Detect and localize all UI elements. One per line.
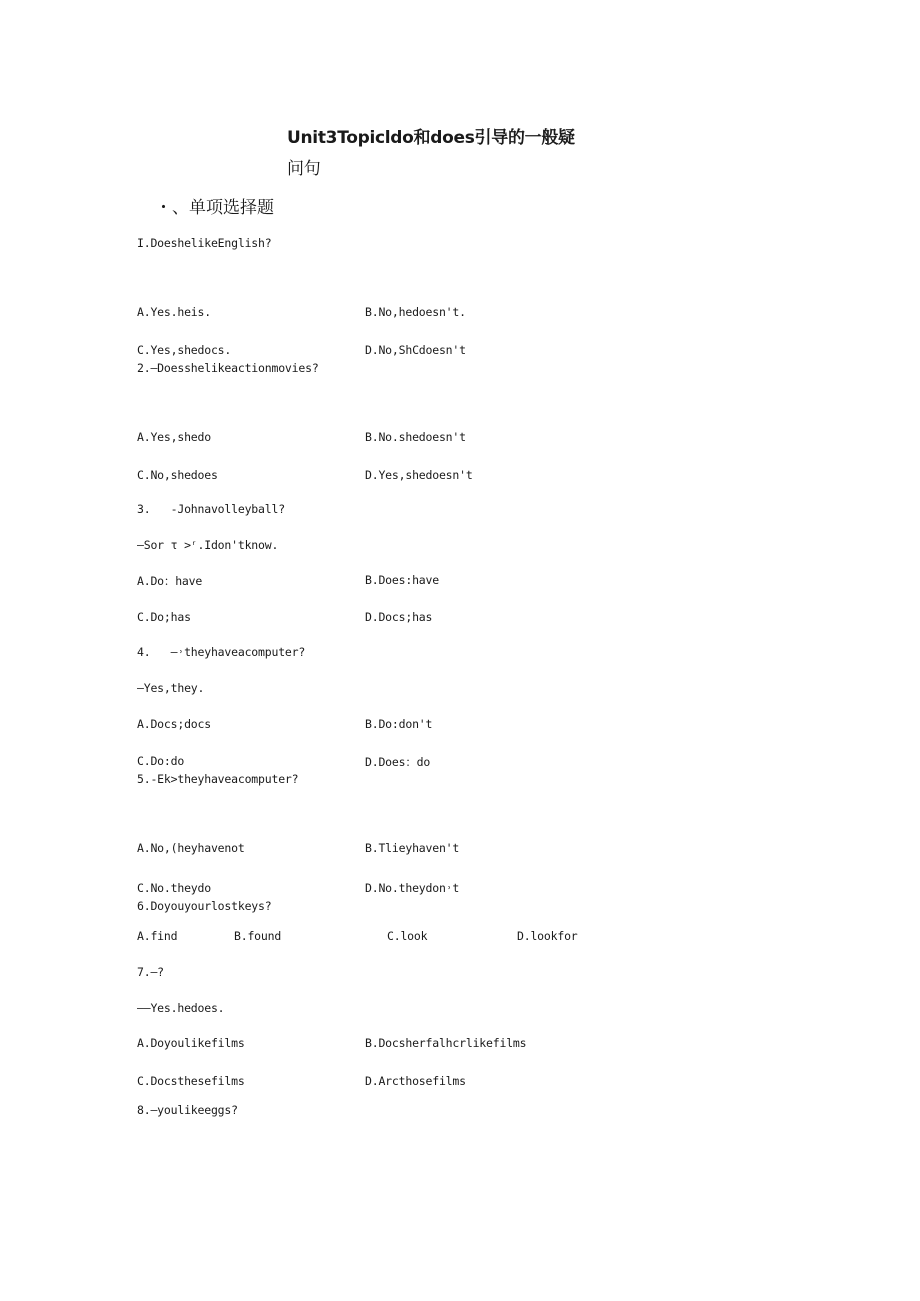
question-3-option-a: A.Do：have: [137, 574, 203, 588]
question-3-stem: 3. -Johnavolleyball?: [137, 502, 285, 516]
question-3-option-c: C.Do;has: [137, 610, 191, 624]
question-7-option-c: C.Docsthesefilms: [137, 1074, 245, 1088]
question-6-stem: 6.Doyouyourlostkeys?: [137, 899, 272, 913]
question-4-option-a: A.Docs;docs: [137, 717, 211, 731]
question-5-option-a: A.No,(heyhavenot: [137, 841, 245, 855]
question-7-option-b: B.Docsherfalhcrlikefilms: [365, 1036, 527, 1050]
question-2-stem: 2.—Doesshelikeactionmovies?: [137, 361, 319, 375]
question-2-option-a: A.Yes,shedo: [137, 430, 211, 444]
question-1-option-a: A.Yes.heis.: [137, 305, 211, 319]
question-6-option-a: A.find: [137, 929, 178, 943]
title-line-1: Unit3Topicldo和does引导的一般疑: [287, 128, 575, 148]
document-title: [287, 123, 587, 185]
question-4-stem: 4. —˒theyhaveacomputer?: [137, 645, 306, 659]
question-7-option-a: A.Doyoulikefilms: [137, 1036, 245, 1050]
question-2-option-c: C.No,shedoes: [137, 468, 218, 482]
question-6-option-c: C.look: [387, 929, 428, 943]
question-3-option-b: B.Does:have: [365, 573, 439, 587]
question-5-option-d: D.No.theydon˒t: [365, 881, 460, 895]
question-3-option-d: D.Docs;has: [365, 610, 433, 624]
title-line-2: 问句: [287, 159, 321, 179]
question-8-stem: 8.—youlikeeggs?: [137, 1103, 238, 1117]
question-4-option-b: B.Do:don't: [365, 717, 433, 731]
question-1-option-c: C.Yes,shedocs.: [137, 343, 232, 357]
question-6-option-d: D.lookfor: [517, 929, 578, 943]
question-1-option-b: B.No,hedoesn't.: [365, 305, 466, 319]
question-5-option-b: B.Tlieyhaven't: [365, 841, 460, 855]
question-4-reply: —Yes,they.: [137, 681, 205, 695]
question-7-option-d: D.Arcthosefilms: [365, 1074, 466, 1088]
question-4-option-d: D.Does：do: [365, 755, 431, 769]
question-1-stem: I.DoeshelikeEnglish?: [137, 236, 272, 250]
question-4-option-c: C.Do:do: [137, 754, 185, 768]
question-7-stem: 7.—?: [137, 965, 164, 979]
question-7-reply: ——Yes.hedoes.: [137, 1001, 225, 1015]
question-2-option-d: D.Yes,shedoesn't: [365, 468, 473, 482]
section-heading: ・、单项选择题: [155, 198, 274, 218]
question-1-option-d: D.No,ShCdoesn't: [365, 343, 466, 357]
question-6-option-b: B.found: [234, 929, 282, 943]
question-5-stem: 5.-Ek>theyhaveacomputer?: [137, 772, 299, 786]
question-2-option-b: B.No.shedoesn't: [365, 430, 466, 444]
question-5-option-c: C.No.theydo: [137, 881, 211, 895]
question-3-reply: —Sor τ >ʳ.Idon'tknow.: [137, 538, 279, 552]
